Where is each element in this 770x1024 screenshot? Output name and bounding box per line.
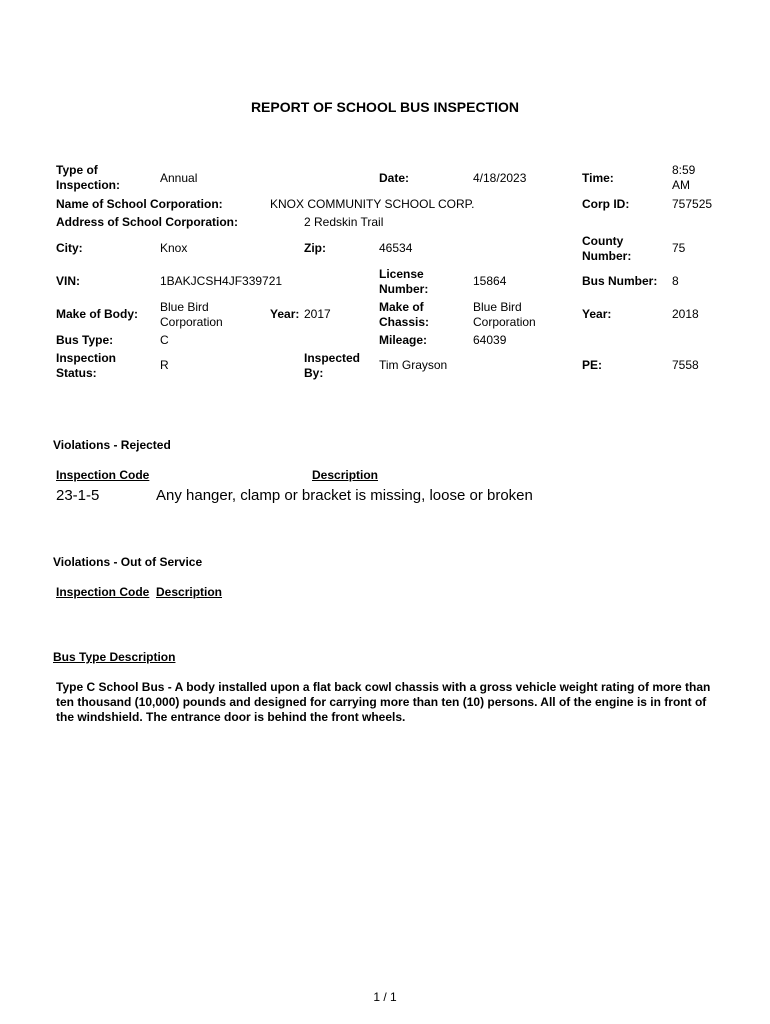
pe-value: 7558 xyxy=(672,358,699,372)
time-label: Time: xyxy=(582,171,614,185)
chassis-year-value: 2018 xyxy=(672,307,699,321)
city-label: City: xyxy=(56,241,83,255)
pe-label: PE: xyxy=(582,358,603,372)
inspected-by-label: Inspected By: xyxy=(304,351,361,380)
date-value: 4/18/2023 xyxy=(473,171,527,185)
bus-type-description-text: Type C School Bus - A body installed upon a flat back cowl chassis with a gross vehicle weight rating of more than ten thousand (10,000) pounds and designed for carrying more than ten (10) persons. All of the engine is in front of the windshield. The entrance door is behind the front wheels. xyxy=(56,680,711,724)
violations-rejected-code-header: Inspection Code xyxy=(56,468,150,482)
license-number-value: 15864 xyxy=(473,274,507,288)
violations-rejected-desc-header: Description xyxy=(312,468,379,482)
school-corporation-value: KNOX COMMUNITY SCHOOL CORP. xyxy=(270,197,475,211)
bus-type-value: C xyxy=(160,333,169,347)
bus-number-label: Bus Number: xyxy=(582,274,658,288)
zip-label: Zip: xyxy=(304,241,326,255)
type-of-inspection-label: Type of Inspection: xyxy=(56,163,121,192)
inspection-status-value: R xyxy=(160,358,169,372)
body-year-label: Year: xyxy=(270,307,300,321)
make-of-body-value: Blue Bird Corporation xyxy=(160,300,223,329)
violations-rejected-heading: Violations - Rejected xyxy=(53,438,171,452)
address-label: Address of School Corporation: xyxy=(56,215,239,229)
page-title: REPORT OF SCHOOL BUS INSPECTION xyxy=(250,99,520,115)
make-of-body-label: Make of Body: xyxy=(56,307,139,321)
out-of-service-code-header: Inspection Code xyxy=(56,585,150,599)
make-of-chassis-value: Blue Bird Corporation xyxy=(473,300,536,329)
vin-label: VIN: xyxy=(56,274,80,288)
date-label: Date: xyxy=(379,171,410,185)
body-year-value: 2017 xyxy=(304,307,331,321)
address-value: 2 Redskin Trail xyxy=(304,215,384,229)
county-number-label: County Number: xyxy=(582,234,632,263)
school-corporation-label: Name of School Corporation: xyxy=(56,197,223,211)
violations-out-of-service-heading: Violations - Out of Service xyxy=(53,555,203,569)
license-number-label: License Number: xyxy=(379,267,429,296)
corp-id-value: 757525 xyxy=(672,197,713,211)
out-of-service-desc-header: Description xyxy=(156,585,223,599)
bus-number-value: 8 xyxy=(672,274,679,288)
chassis-year-label: Year: xyxy=(582,307,612,321)
county-number-value: 75 xyxy=(672,241,686,255)
inspection-status-label: Inspection Status: xyxy=(56,351,117,380)
bus-type-label: Bus Type: xyxy=(56,333,114,347)
mileage-label: Mileage: xyxy=(379,333,428,347)
city-value: Knox xyxy=(160,241,188,255)
bus-type-description-heading: Bus Type Description xyxy=(53,650,176,664)
vin-value: 1BAKJCSH4JF339721 xyxy=(160,274,283,288)
make-of-chassis-label: Make of Chassis: xyxy=(379,300,430,329)
inspected-by-value: Tim Grayson xyxy=(379,358,448,372)
violation-description: Any hanger, clamp or bracket is missing, loose or broken xyxy=(156,487,533,504)
type-of-inspection-value: Annual xyxy=(160,171,198,185)
corp-id-label: Corp ID: xyxy=(582,197,630,211)
zip-value: 46534 xyxy=(379,241,413,255)
page-indicator: 1 / 1 xyxy=(373,990,397,1004)
time-value: 8:59 AM xyxy=(672,163,696,192)
violation-code: 23-1-5 xyxy=(56,487,100,504)
mileage-value: 64039 xyxy=(473,333,507,347)
